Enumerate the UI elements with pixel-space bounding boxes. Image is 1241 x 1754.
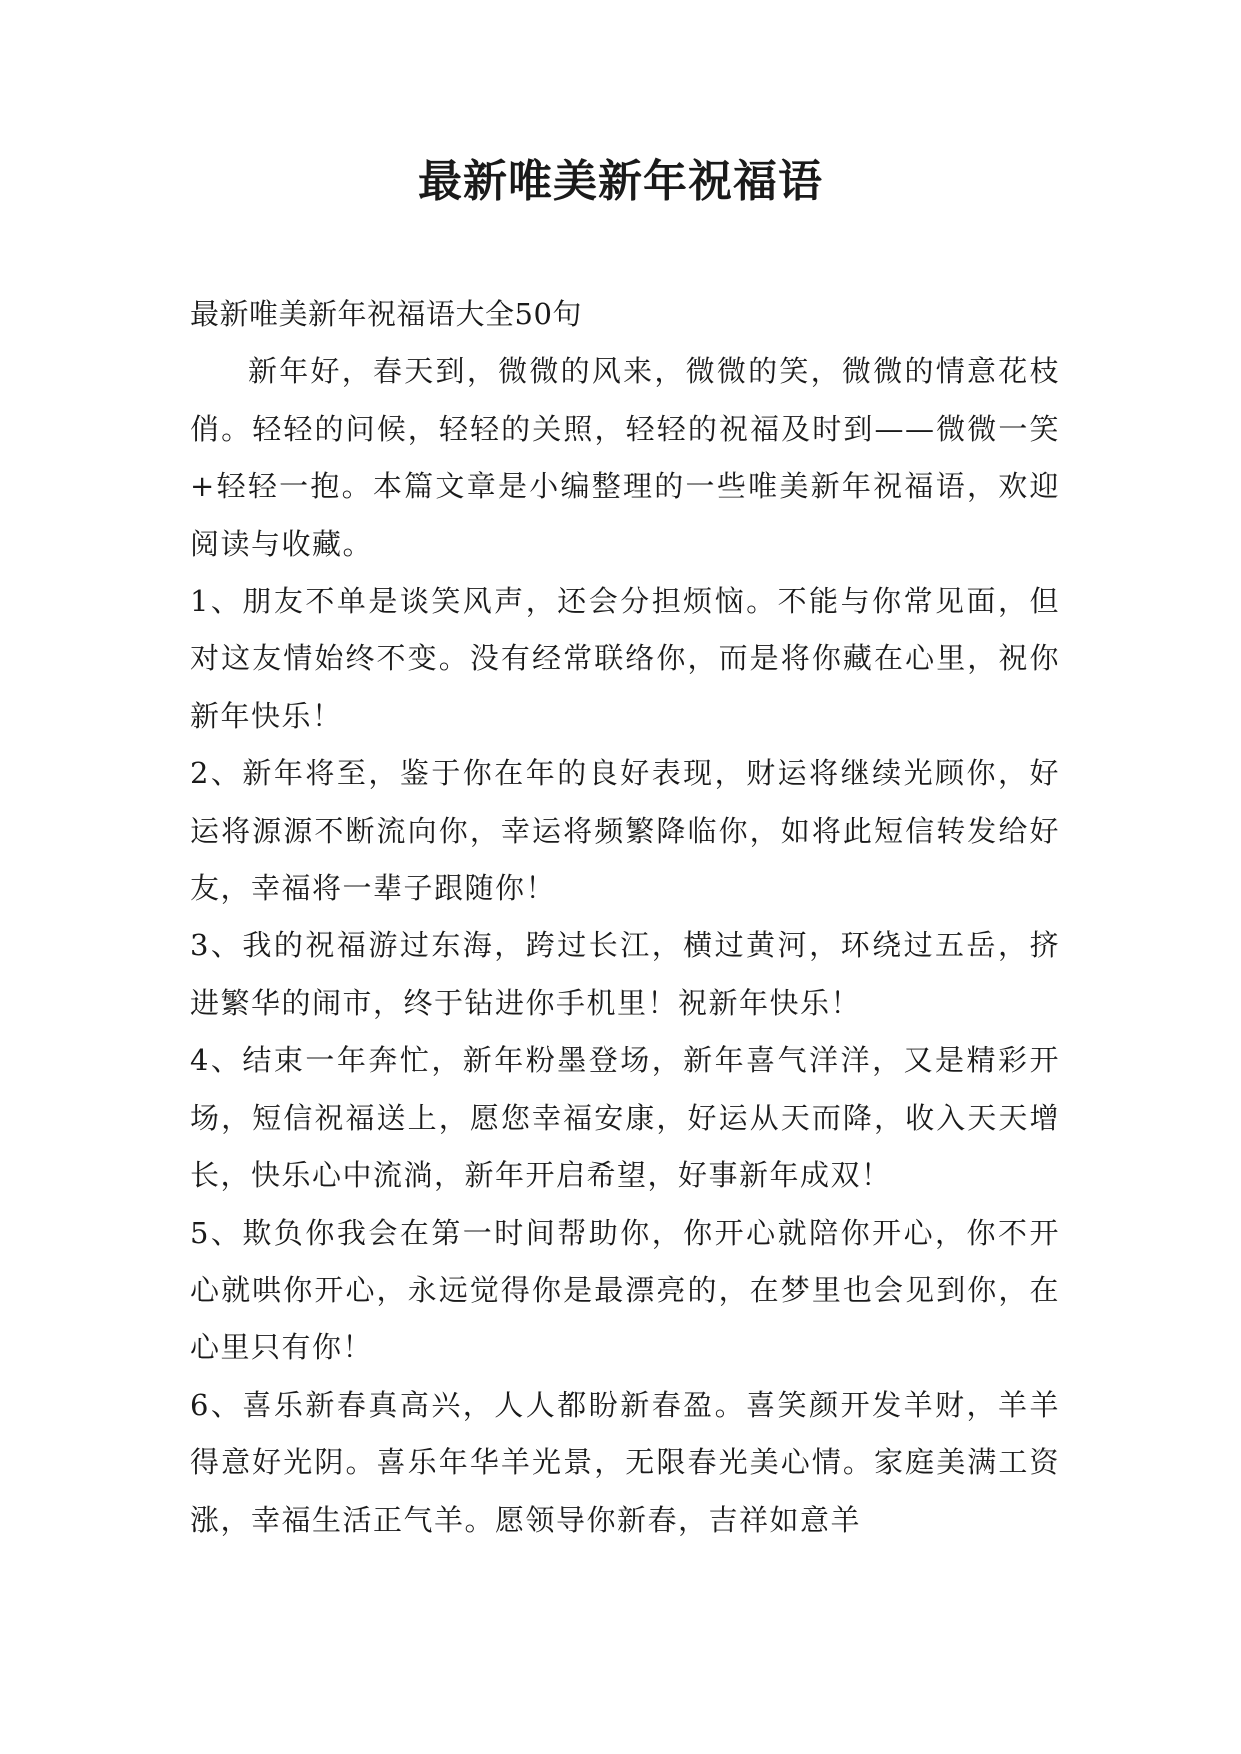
- intro-paragraph: 新年好，春天到，微微的风来，微微的笑，微微的情意花枝俏。轻轻的问候，轻轻的关照，轻轻的祝福及时到——微微一笑+轻轻一抱。本篇文章是小编整理的一些唯美新年祝福语，欢迎阅读与收藏。: [190, 354, 1060, 561]
- document-body: [190, 286, 1060, 1549]
- document-subtitle: 最新唯美新年祝福语大全50句: [190, 297, 582, 331]
- document-title: 最新唯美新年祝福语: [418, 156, 823, 207]
- greeting-item-4: 4、结束一年奔忙，新年粉墨登场，新年喜气洋洋，又是精彩开场，短信祝福送上，愿您幸福安康，好运从天而降，收入天天增长，快乐心中流淌，新年开启希望，好事新年成双！: [190, 1043, 1060, 1193]
- greeting-item-1: 1、朋友不单是谈笑风声，还会分担烦恼。不能与你常见面，但对这友情始终不变。没有经常联络你，而是将你藏在心里，祝你新年快乐！: [190, 584, 1060, 733]
- greeting-item-2: 2、新年将至，鉴于你在年的良好表现，财运将继续光顾你，好运将源源不断流向你，幸运将频繁降临你，如将此短信转发给好友，幸福将一辈子跟随你！: [190, 756, 1060, 906]
- greeting-item-5: 5、欺负你我会在第一时间帮助你，你开心就陪你开心，你不开心就哄你开心，永远觉得你是最漂亮的，在梦里也会见到你，在心里只有你！: [190, 1215, 1060, 1365]
- greeting-item-3: 3、我的祝福游过东海，跨过长江，横过黄河，环绕过五岳，挤进繁华的闹市，终于钻进你手机里！祝新年快乐！: [190, 928, 1060, 1020]
- greeting-item-6: 6、喜乐新春真高兴，人人都盼新春盈。喜笑颜开发羊财，羊羊得意好光阴。喜乐年华羊光景，无限春光美心情。家庭美满工资涨，幸福生活正气羊。愿领导你新春，吉祥如意羊: [190, 1387, 1060, 1537]
